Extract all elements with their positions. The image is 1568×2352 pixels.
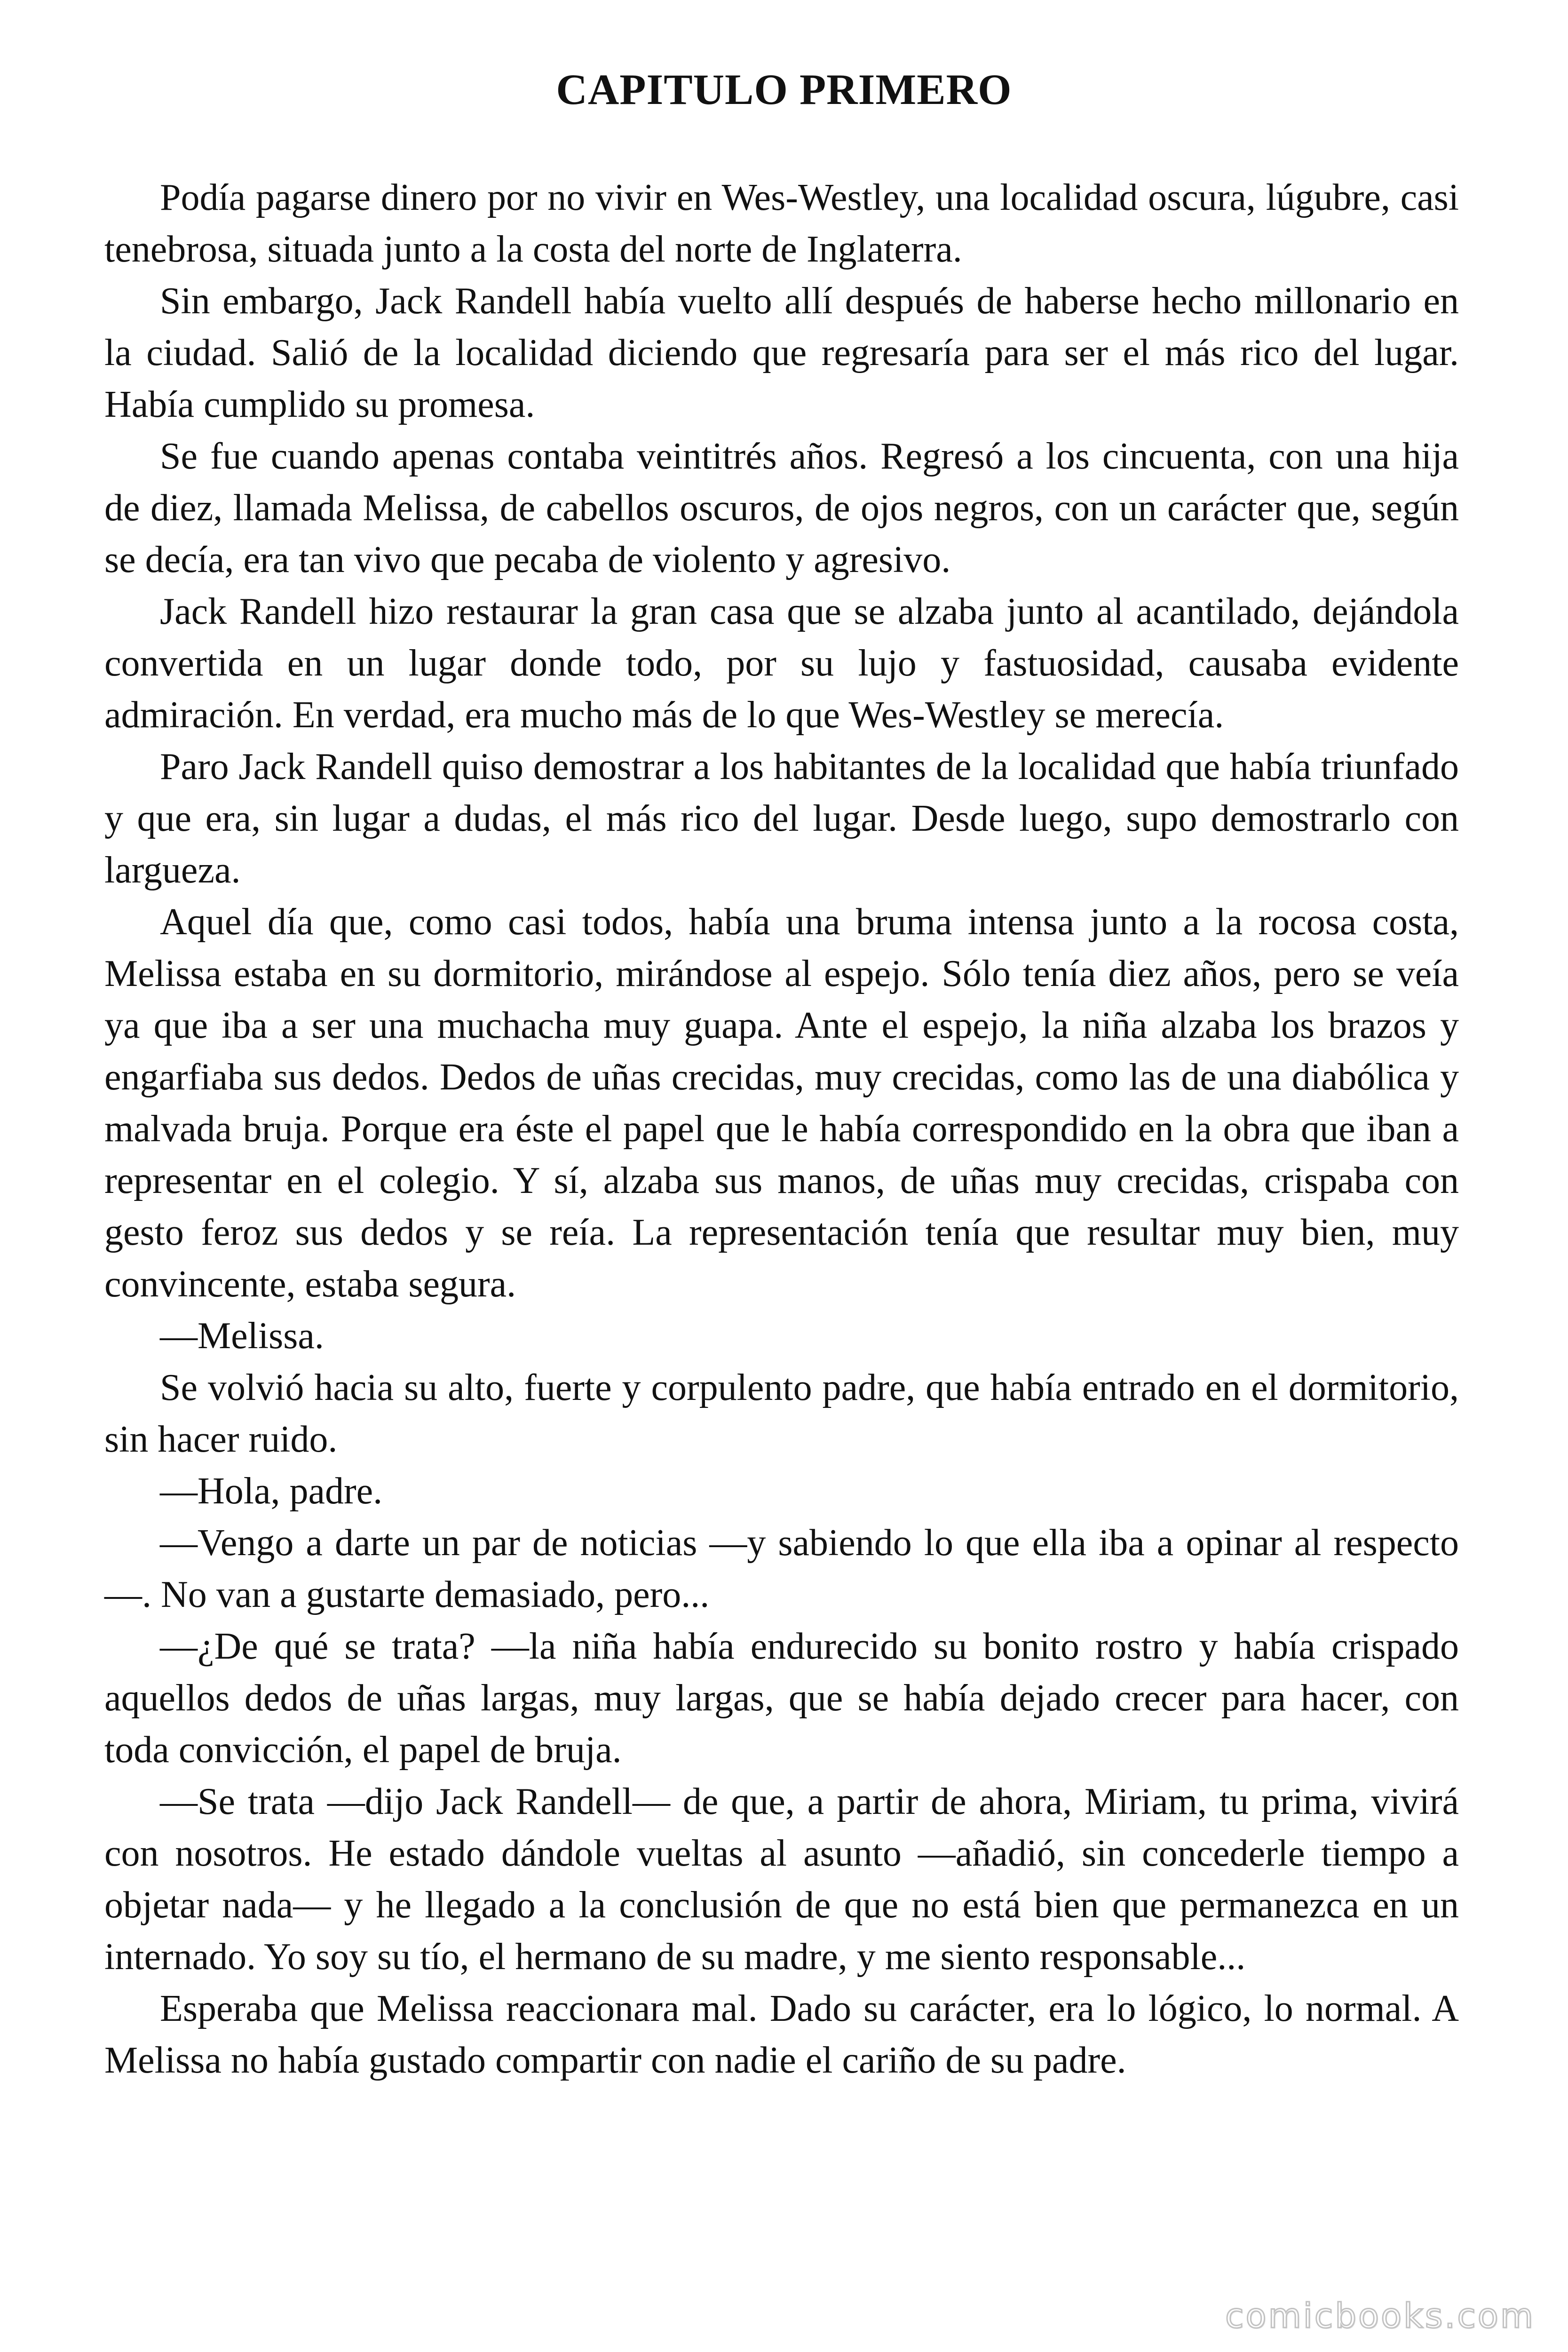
paragraph: Se fue cuando apenas contaba veintitrés años. Regresó a los cincuenta, con una hija de diez, llamada Melissa, de cabellos oscuros, de ojos negros, con un carácter que, según se decía, era tan vivo que pecaba de violento y agresivo. xyxy=(104,436,1459,580)
dialogue-line: —Melissa. xyxy=(160,1315,324,1357)
paragraph: Podía pagarse dinero por no vivir en Wes-Westley, una localidad oscura, lúgubre, casi tenebrosa, situada junto a la costa del norte de Inglaterra. xyxy=(104,177,1459,270)
dialogue-line: —Se trata —dijo Jack Randell— de que, a partir de ahora, Miriam, tu prima, vivirá con nosotros. He estado dándole vueltas al asunto —añadió, sin concederle tiempo a objetar nada— y he llegado a la conclusión de que no está bien que permanezca en un internado. Yo soy su tío, el hermano de su madre, y me siento responsable... xyxy=(104,1781,1459,1978)
paragraph: Aquel día que, como casi todos, había una bruma intensa junto a la rocosa costa, Melissa estaba en su dormitorio, mirándose al espejo. Sólo tenía diez años, pero se veía ya que iba a ser una muchacha muy guapa. Ante el espejo, la niña alzaba los brazos y engarfiaba sus dedos. Dedos de uñas crecidas, muy crecidas, como las de una diabólica y malvada bruja. Porque era éste el papel que le había correspondido en la obra que iban a representar en el colegio. Y sí, alzaba sus manos, de uñas muy crecidas, crispaba con gesto feroz sus dedos y se reía. La representación tenía que resultar muy bien, muy convincente, estaba segura. xyxy=(104,901,1459,1305)
watermark-logo: comicbooks.com xyxy=(1225,2296,1535,2336)
paragraph: Esperaba que Melissa reaccionara mal. Dado su carácter, era lo lógico, lo normal. A Melissa no había gustado compartir con nadie el cariño de su padre. xyxy=(104,1988,1459,2081)
paragraph: Paro Jack Randell quiso demostrar a los habitantes de la localidad que había triunfado y que era, sin lugar a dudas, el más rico del lugar. Desde luego, supo demostrarlo con largueza. xyxy=(104,746,1459,891)
paragraph: Sin embargo, Jack Randell había vuelto allí después de haberse hecho millonario en la ciudad. Salió de la localidad diciendo que regresaría para ser el más rico del lugar. Había cumplido su promesa. xyxy=(104,280,1459,425)
dialogue-line: —¿De qué se trata? —la niña había endurecido su bonito rostro y había crispado aquellos dedos de uñas largas, muy largas, que se había dejado crecer para hacer, con toda convicción, el papel de bruja. xyxy=(104,1626,1459,1771)
dialogue-line: —Hola, padre. xyxy=(160,1470,383,1512)
dialogue-line: —Vengo a darte un par de noticias —y sabiendo lo que ella iba a opinar al respecto—. No van a gustarte demasiado, pero... xyxy=(104,1522,1459,1615)
chapter-body xyxy=(104,172,1459,2086)
chapter-title: CAPITULO PRIMERO xyxy=(556,65,1012,113)
paragraph: Jack Randell hizo restaurar la gran casa que se alzaba junto al acantilado, dejándola convertida en un lugar donde todo, por su lujo y fastuosidad, causaba evidente admiración. En verdad, era mucho más de lo que Wes-Westley se merecía. xyxy=(104,591,1459,736)
paragraph: Se volvió hacia su alto, fuerte y corpulento padre, que había entrado en el dormitorio, sin hacer ruido. xyxy=(104,1367,1459,1460)
